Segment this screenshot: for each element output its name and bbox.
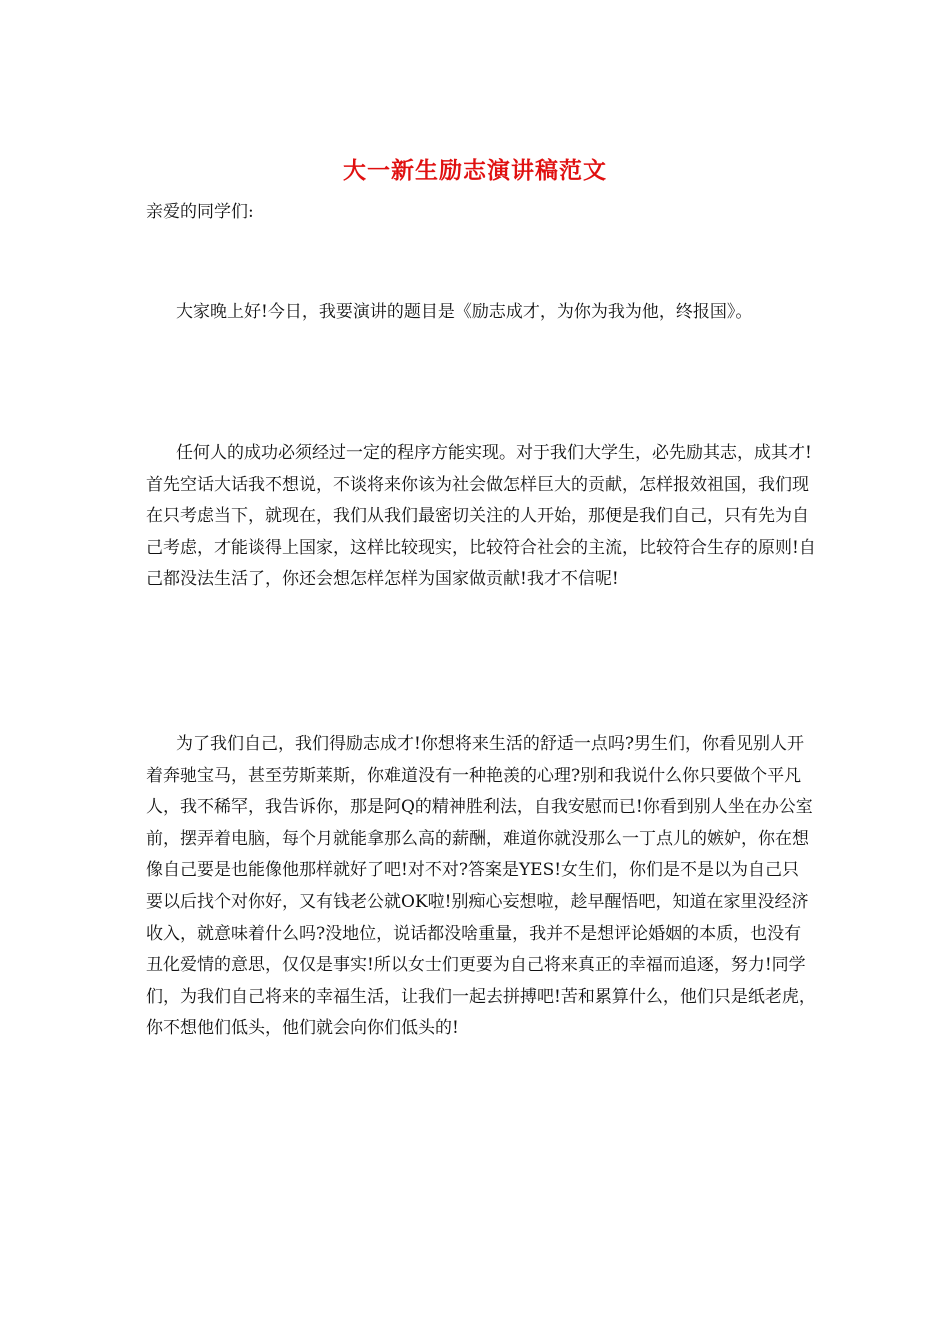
paragraph-success: 任何人的成功必须经过一定的程序方能实现。对于我们大学生，必先励其志，成其才!首先空话大话我不想说，不谈将来你该为社会做怎样巨大的贡献，怎样报效祖国，我们现在只考虑当下，就现在，我们从我们最密切关注的人开始，那便是我们自己，只有先为自己考虑，才能谈得上国家，这样比较现实，比较符合社会的主流，比较符合生存的原则!自己都没法生活了，你还会想怎样怎样为国家做贡献!我才不信呢! [146, 443, 816, 590]
salutation: 亲爱的同学们: [146, 202, 254, 222]
paragraph-motivation: 为了我们自己，我们得励志成才!你想将来生活的舒适一点吗?男生们，你看见别人开着奔驰宝马，甚至劳斯莱斯，你难道没有一种艳羡的心理?别和我说什么你只要做个平凡人，我不稀罕，我告诉你，那是阿Q的精神胜利法，自我安慰而已!你看到别人坐在办公室前，摆弄着电脑，每个月就能拿那么高的薪酬，难道你就没那么一丁点儿的嫉妒，你在想像自己要是也能像他那样就好了吧!对不对?答案是YES!女生们，你们是不是以为自己只要以后找个对你好，又有钱老公就OK啦!别痴心妄想啦，趁早醒悟吧，知道在家里没经济收入，就意味着什么吗?没地位，说话都没啥重量，我并不是想评论婚姻的本质，也没有丑化爱情的意思，仅仅是事实!所以女士们更要为自己将来真正的幸福而追逐，努力!同学们，为我们自己将来的幸福生活，让我们一起去拼搏吧!苦和累算什么，他们只是纸老虎，你不想他们低头，他们就会向你们低头的! [146, 734, 816, 1039]
document-title: 大一新生励志演讲稿范文 [343, 157, 607, 184]
paragraph-greeting: 大家晚上好!今日，我要演讲的题目是《励志成才，为你为我为他，终报国》。 [176, 302, 753, 322]
